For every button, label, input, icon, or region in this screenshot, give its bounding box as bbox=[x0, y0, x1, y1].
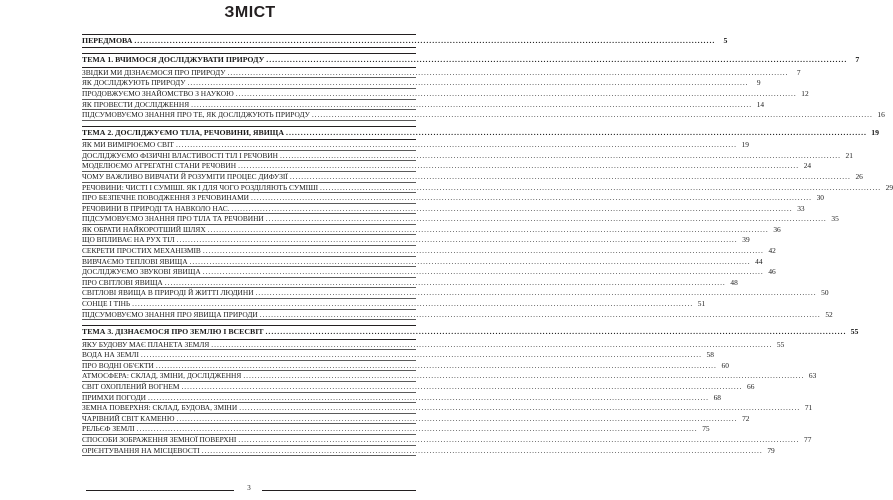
toc-page-number: 71 bbox=[804, 403, 813, 413]
toc-entry-title: ТЕМА 3. ДІЗНАЄМОСЯ ПРО ЗЕМЛЮ І ВСЕСВІТ bbox=[82, 327, 264, 337]
toc-leader-dots bbox=[239, 403, 800, 413]
toc-page-number: 63 bbox=[808, 371, 817, 381]
toc-leader-dots bbox=[137, 424, 698, 434]
toc-entry-title: ОРІЄНТУВАННЯ НА МІСЦЕВОСТІ bbox=[82, 445, 200, 455]
footer-rule-left bbox=[86, 490, 234, 491]
toc-leader-dots bbox=[320, 183, 881, 193]
toc-leader-dots bbox=[228, 68, 789, 78]
toc-page-number: 48 bbox=[730, 277, 738, 287]
toc-page-number: 7 bbox=[855, 55, 860, 65]
toc-page-number: 51 bbox=[697, 299, 706, 309]
toc-page-number: 55 bbox=[776, 339, 785, 349]
toc-page-number: 12 bbox=[801, 88, 809, 98]
toc-entry[interactable] bbox=[82, 171, 863, 183]
toc-page-number: 66 bbox=[747, 382, 755, 391]
toc-page-number: 44 bbox=[755, 256, 763, 266]
toc-page-number: 30 bbox=[816, 193, 824, 203]
toc-entry-title: ЯК ДОСЛІДЖУЮТЬ ПРИРОДУ bbox=[82, 78, 186, 88]
toc-entry-title: РЕЧОВИНИ В ПРИРОДІ ТА НАВКОЛО НАС. bbox=[82, 203, 230, 213]
toc-leader-dots bbox=[190, 257, 751, 267]
toc-entry-title: ЯК ОБРАТИ НАЙКОРОТШИЙ ШЛЯХ bbox=[82, 224, 206, 234]
toc-leader-dots bbox=[312, 110, 873, 120]
toc-leader-dots bbox=[202, 446, 763, 456]
toc-leader-dots bbox=[256, 288, 817, 298]
toc-entry-title: ПРОДОВЖУЄМО ЗНАЙОМСТВО З НАУКОЮ bbox=[82, 88, 234, 98]
toc-entry[interactable] bbox=[82, 203, 805, 215]
toc-entry[interactable] bbox=[82, 392, 721, 404]
toc-entry-title: ПІДСУМОВУЄМО ЗНАННЯ ПРО ТІЛА ТА РЕЧОВИНИ bbox=[82, 214, 264, 224]
toc-entry-title: РЕЧОВИНИ: ЧИСТІ І СУМІШІ. ЯК І ДЛЯ ЧОГО РОЗДІЛЯЮТЬ СУМІШІ bbox=[82, 182, 319, 192]
toc-page-number: 79 bbox=[767, 445, 775, 455]
toc-page-number: 24 bbox=[803, 161, 812, 171]
toc-leader-dots bbox=[266, 54, 847, 66]
toc-page-number: 58 bbox=[706, 350, 714, 360]
toc-leader-dots bbox=[191, 100, 752, 110]
toc-entry[interactable] bbox=[82, 350, 714, 361]
toc-page-number: 72 bbox=[742, 413, 750, 423]
toc-entry[interactable] bbox=[82, 99, 765, 111]
toc-leader-dots bbox=[148, 393, 709, 403]
toc-leader-dots bbox=[156, 361, 717, 371]
toc-entry-title: СОНЦЕ І ТІНЬ bbox=[82, 299, 131, 309]
toc-page-number: 29 bbox=[885, 182, 893, 192]
toc-entry-title: РЕЛЬЄФ ЗЕМЛІ bbox=[82, 424, 135, 434]
toc-entry[interactable] bbox=[82, 140, 749, 151]
toc-entry-title: МОДЕЛЮЄМО АГРЕГАТНІ СТАНИ РЕЧОВИН bbox=[82, 161, 237, 171]
toc-page-number: 21 bbox=[845, 150, 853, 160]
footer-rule-right bbox=[262, 490, 416, 491]
toc-page-number: 9 bbox=[756, 78, 761, 88]
toc-page-number: 33 bbox=[797, 203, 805, 213]
toc-heading[interactable] bbox=[82, 35, 728, 48]
toc-page-number: 42 bbox=[768, 246, 776, 256]
toc-page-number: 35 bbox=[831, 214, 839, 224]
toc-entry-title: ПРО ВОДНІ ОБ'ЄКТИ bbox=[82, 360, 154, 370]
toc-leader-dots bbox=[260, 310, 821, 320]
toc-entry[interactable] bbox=[82, 360, 729, 372]
toc-leader-dots bbox=[243, 371, 804, 381]
toc-entry[interactable] bbox=[82, 339, 785, 351]
toc-entry[interactable] bbox=[82, 424, 710, 435]
toc-entry[interactable] bbox=[82, 161, 812, 172]
toc-entry-title: ПРО БЕЗПЕЧНЕ ПОВОДЖЕННЯ З РЕЧОВИНАМИ bbox=[82, 193, 249, 203]
toc-entry[interactable] bbox=[82, 299, 706, 310]
toc-leader-dots bbox=[251, 193, 812, 203]
toc-page-number: 55 bbox=[850, 327, 859, 337]
toc-leader-dots bbox=[238, 435, 799, 445]
toc-entry-title: ВОДА НА ЗЕМЛІ bbox=[82, 350, 139, 360]
toc-entry[interactable] bbox=[82, 277, 738, 289]
toc-leader-dots bbox=[208, 225, 769, 235]
toc-leader-dots bbox=[176, 414, 737, 424]
toc-page-number: 52 bbox=[825, 309, 833, 319]
toc-entry[interactable] bbox=[82, 371, 817, 382]
toc-page-number: 19 bbox=[871, 127, 879, 137]
page-title: ЗМІСТ bbox=[224, 4, 276, 21]
toc-entry[interactable] bbox=[82, 288, 829, 299]
toc-entry[interactable] bbox=[82, 193, 824, 204]
toc-leader-dots bbox=[203, 246, 764, 256]
toc-page-number: 50 bbox=[821, 288, 829, 298]
toc-entry-title: СВІТ ОХОПЛЕНИЙ ВОГНЕМ bbox=[82, 382, 180, 391]
toc-entry-title: ВИВЧАЄМО ТЕПЛОВІ ЯВИЩА bbox=[82, 256, 188, 266]
toc-entry[interactable] bbox=[82, 235, 750, 246]
toc-heading[interactable] bbox=[82, 325, 859, 339]
toc-page-number: 60 bbox=[721, 360, 729, 370]
toc-leader-dots bbox=[265, 326, 846, 338]
toc-entry[interactable] bbox=[82, 78, 761, 89]
toc-entry-title: ТЕМА 2. ДОСЛІДЖУЄМО ТІЛА, РЕЧОВИНИ, ЯВИЩА bbox=[82, 127, 284, 137]
page-number: 3 bbox=[247, 484, 251, 492]
toc-leader-dots bbox=[188, 78, 749, 88]
toc-entry-title: ДОСЛІДЖУЄМО ФІЗИЧНІ ВЛАСТИВОСТІ ТІЛ І РЕЧОВИН bbox=[82, 150, 278, 160]
toc-entry[interactable] bbox=[82, 403, 813, 414]
toc-entry[interactable] bbox=[82, 110, 885, 121]
toc-entry[interactable] bbox=[82, 434, 812, 446]
toc-entry-title: ПІДСУМОВУЄМО ЗНАННЯ ПРО ЯВИЩА ПРИРОДИ bbox=[82, 309, 258, 319]
toc-leader-dots bbox=[141, 350, 702, 360]
toc-page-number: 19 bbox=[741, 140, 749, 150]
table-of-contents bbox=[82, 34, 893, 456]
toc-entry-title: ПРО СВІТЛОВІ ЯВИЩА bbox=[82, 277, 163, 287]
toc-page-number: 36 bbox=[773, 224, 781, 234]
toc-entry-title: ЯК ПРОВЕСТИ ДОСЛІДЖЕННЯ bbox=[82, 99, 190, 109]
toc-page-number: 39 bbox=[742, 235, 750, 245]
toc-entry[interactable] bbox=[82, 88, 809, 100]
toc-leader-dots bbox=[290, 172, 851, 182]
toc-entry-title: СПОСОБИ ЗОБРАЖЕННЯ ЗЕМНОЇ ПОВЕРХНІ bbox=[82, 434, 237, 444]
toc-leader-dots bbox=[177, 235, 738, 245]
toc-entry-title: ПРИМХИ ПОГОДИ bbox=[82, 392, 146, 402]
toc-leader-dots bbox=[181, 382, 742, 392]
toc-entry[interactable] bbox=[82, 67, 801, 79]
toc-page-number: 77 bbox=[804, 434, 812, 444]
toc-leader-dots bbox=[232, 204, 793, 214]
toc-page-number: 5 bbox=[723, 35, 728, 45]
toc-heading[interactable] bbox=[82, 53, 860, 67]
toc-entry-title: ЧАРІВНИЙ СВІТ КАМЕНЮ bbox=[82, 413, 175, 423]
toc-leader-dots bbox=[266, 214, 827, 224]
toc-entry-title: ЗВІДКИ МИ ДІЗНАЄМОСЯ ПРО ПРИРОДУ bbox=[82, 67, 226, 77]
toc-leader-dots bbox=[211, 340, 772, 350]
toc-entry-title: СЕКРЕТИ ПРОСТИХ МЕХАНІЗМІВ bbox=[82, 246, 201, 256]
toc-entry-title: ДОСЛІДЖУЄМО ЗВУКОВІ ЯВИЩА bbox=[82, 267, 201, 277]
toc-entry-title: СВІТЛОВІ ЯВИЩА В ПРИРОДІ Й ЖИТТІ ЛЮДИНИ bbox=[82, 288, 254, 298]
toc-entry[interactable] bbox=[82, 413, 750, 425]
toc-entry[interactable] bbox=[82, 246, 776, 257]
toc-page-number: 68 bbox=[713, 392, 721, 402]
toc-entry-title: ЗЕМНА ПОВЕРХНЯ: СКЛАД, БУДОВА, ЗМІНИ bbox=[82, 403, 238, 413]
toc-leader-dots bbox=[165, 278, 726, 288]
toc-entry[interactable] bbox=[82, 182, 893, 194]
toc-entry-title: АТМОСФЕРА: СКЛАД, ЗМІНИ, ДОСЛІДЖЕННЯ bbox=[82, 371, 242, 381]
toc-entry-title: ЧОМУ ВАЖЛИВО ВИВЧАТИ Й РОЗУМІТИ ПРОЦЕС ДИФУЗІЇ bbox=[82, 171, 288, 181]
toc-page-number: 75 bbox=[702, 424, 710, 434]
toc-entry[interactable] bbox=[82, 256, 763, 268]
toc-page-number: 7 bbox=[796, 67, 801, 77]
toc-entry[interactable] bbox=[82, 224, 781, 236]
toc-entry[interactable] bbox=[82, 267, 776, 278]
toc-leader-dots bbox=[203, 267, 764, 277]
toc-leader-dots bbox=[236, 89, 797, 99]
toc-entry-title: ТЕМА 1. ВЧИМОСЯ ДОСЛІДЖУВАТИ ПРИРОДУ bbox=[82, 55, 265, 65]
toc-leader-dots bbox=[286, 127, 867, 139]
toc-entry-title: ПІДСУМОВУЄМО ЗНАННЯ ПРО ТЕ, ЯК ДОСЛІДЖУЮТЬ ПРИРОДУ bbox=[82, 110, 310, 120]
toc-leader-dots bbox=[134, 35, 715, 47]
toc-heading[interactable] bbox=[82, 126, 879, 140]
toc-leader-dots bbox=[238, 161, 799, 171]
toc-leader-dots bbox=[132, 299, 693, 309]
toc-leader-dots bbox=[176, 140, 737, 150]
toc-entry[interactable] bbox=[82, 382, 755, 393]
toc-page-number: 46 bbox=[768, 267, 776, 277]
toc-leader-dots bbox=[280, 151, 841, 161]
toc-page-number: 26 bbox=[855, 171, 863, 181]
toc-entry[interactable] bbox=[82, 309, 833, 321]
toc-entry-title: ЩО ВПЛИВАЄ НА РУХ ТІЛ bbox=[82, 235, 175, 245]
toc-entry[interactable] bbox=[82, 214, 839, 225]
toc-entry[interactable] bbox=[82, 445, 775, 457]
toc-entry[interactable] bbox=[82, 150, 853, 162]
toc-entry-title: ЯКУ БУДОВУ МАЄ ПЛАНЕТА ЗЕМЛЯ bbox=[82, 339, 210, 349]
toc-page-number: 16 bbox=[877, 110, 885, 120]
toc-page-number: 14 bbox=[756, 99, 765, 109]
toc-entry-title: ЯК МИ ВИМІРЮЄМО СВІТ bbox=[82, 140, 174, 150]
toc-entry-title: ПЕРЕДМОВА bbox=[82, 35, 133, 45]
